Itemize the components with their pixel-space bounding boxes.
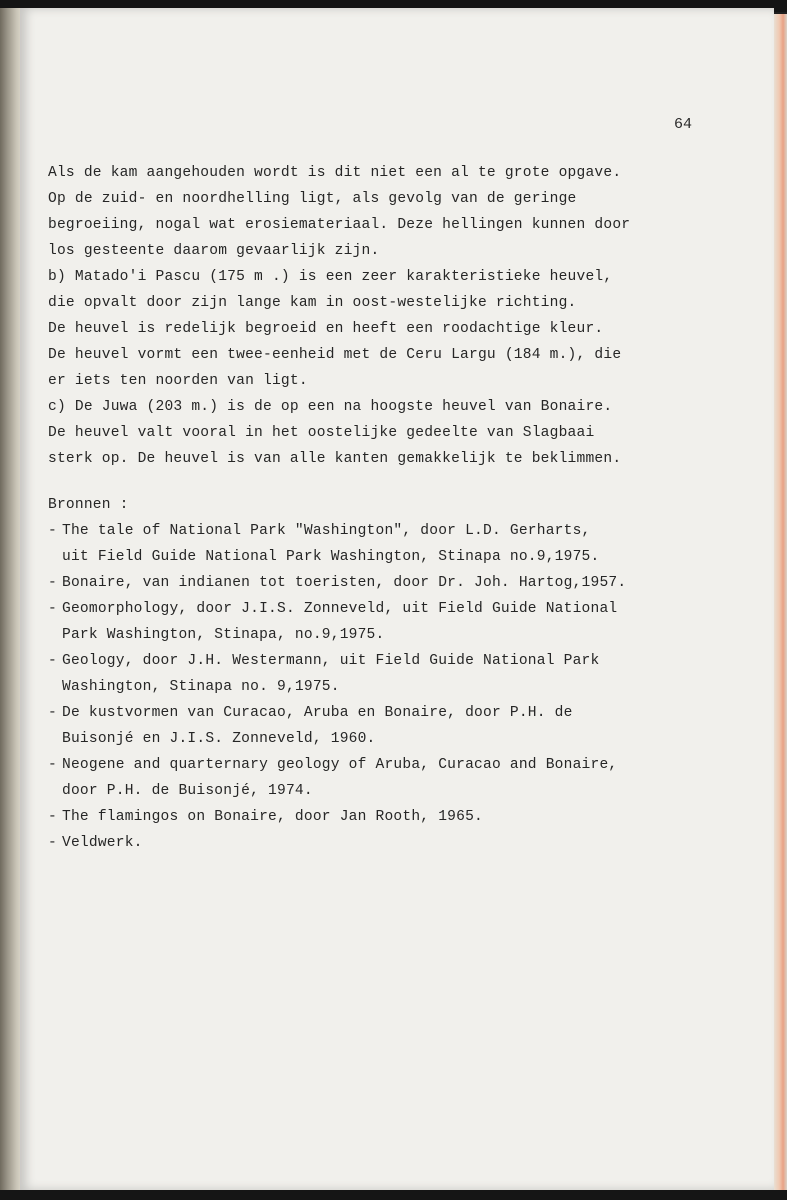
body-line: begroeiing, nogal wat erosiemateriaal. Deze hellingen kunnen door: [48, 217, 631, 233]
scan-bottom-border: [0, 1190, 787, 1200]
body-line: Als de kam aangehouden wordt is dit niet een al te grote opgave.: [48, 165, 622, 181]
body-line: De heuvel valt vooral in het oostelijke gedeelte van Slagbaai: [48, 425, 595, 441]
list-dash: -: [48, 705, 57, 721]
body-line: die opvalt door zijn lange kam in oost-westelijke richting.: [48, 295, 577, 311]
typed-text-block: [48, 160, 748, 856]
source-text: Veldwerk.: [62, 835, 143, 851]
source-text: Neogene and quarternary geology of Aruba, Curacao and Bonaire, door P.H. de Buisonjé, 1974.: [62, 757, 618, 799]
book-binding: [0, 8, 22, 1190]
body-line: sterk op. De heuvel is van alle kanten gemakkelijk te beklimmen.: [48, 451, 622, 467]
paragraph-gap: [48, 472, 748, 492]
list-dash: -: [48, 601, 57, 617]
source-text: Bonaire, van indianen tot toeristen, door Dr. Joh. Hartog,1957.: [62, 575, 627, 591]
body-line: Op de zuid- en noordhelling ligt, als gevolg van de geringe: [48, 191, 577, 207]
source-item: [48, 804, 748, 830]
body-line: De heuvel vormt een twee-eenheid met de Ceru Largu (184 m.), die: [48, 347, 622, 363]
list-dash: -: [48, 835, 57, 851]
page-edge: [774, 14, 787, 1190]
source-item: [48, 648, 748, 700]
source-text: Geomorphology, door J.I.S. Zonneveld, uit Field Guide National Park Washington, Stinapa, no.9,1975.: [62, 601, 618, 643]
list-dash: -: [48, 757, 57, 773]
list-dash: -: [48, 575, 57, 591]
body-line: De heuvel is redelijk begroeid en heeft een roodachtige kleur.: [48, 321, 604, 337]
source-text: The tale of National Park "Washington", door L.D. Gerharts, uit Field Guide National Park Washington, Stinapa no.9,1975.: [62, 523, 600, 565]
body-line: c) De Juwa (203 m.) is de op een na hoogste heuvel van Bonaire.: [48, 399, 613, 415]
source-item: [48, 596, 748, 648]
source-text: De kustvormen van Curacao, Aruba en Bonaire, door P.H. de Buisonjé en J.I.S. Zonneveld, 1960.: [62, 705, 573, 747]
source-item: [48, 518, 748, 570]
body-line: b) Matado'i Pascu (175 m .) is een zeer karakteristieke heuvel,: [48, 269, 613, 285]
list-dash: -: [48, 523, 57, 539]
page-number: 64: [674, 116, 693, 133]
source-item: [48, 700, 748, 752]
sources-list: [48, 518, 748, 856]
source-item: [48, 570, 748, 596]
body-line: er iets ten noorden van ligt.: [48, 373, 308, 389]
source-item: [48, 830, 748, 856]
sources-heading: Bronnen :: [48, 497, 129, 513]
list-dash: -: [48, 809, 57, 825]
source-text: The flamingos on Bonaire, door Jan Rooth, 1965.: [62, 809, 484, 825]
body-line: los gesteente daarom gevaarlijk zijn.: [48, 243, 380, 259]
source-text: Geology, door J.H. Westermann, uit Field Guide National Park Washington, Stinapa no. 9,1975.: [62, 653, 600, 695]
source-item: [48, 752, 748, 804]
list-dash: -: [48, 653, 57, 669]
